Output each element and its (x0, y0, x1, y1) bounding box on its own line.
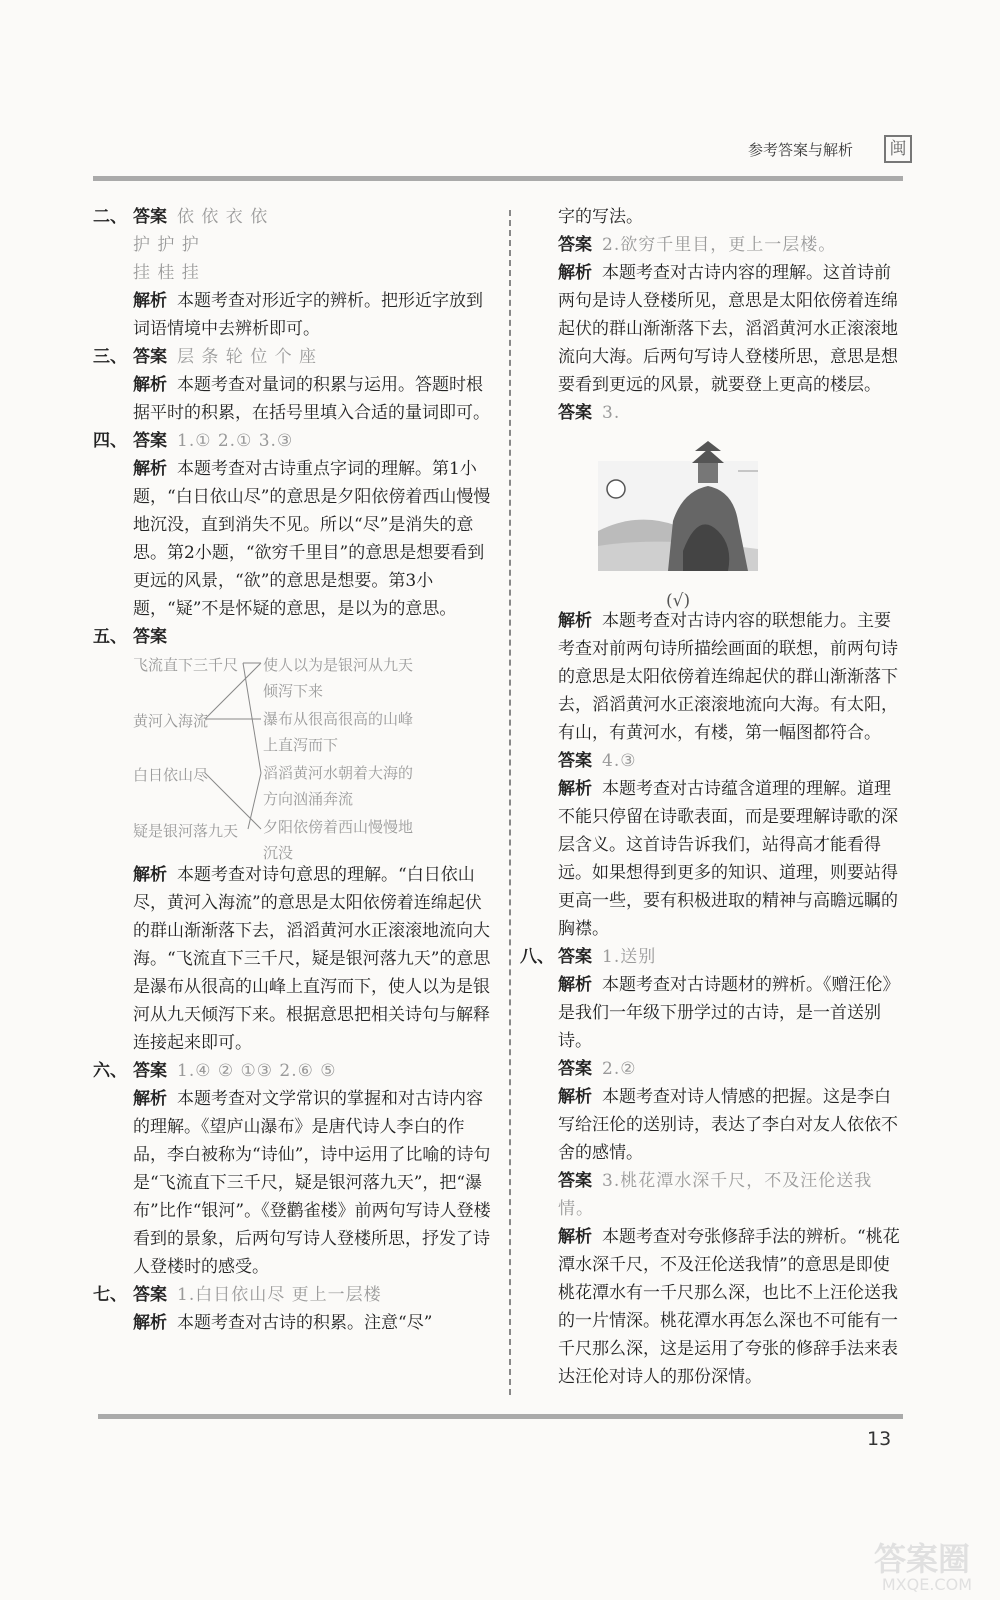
answer-text: 2.② (602, 1059, 637, 1079)
header-title: 参考答案与解析 (748, 141, 854, 159)
answer-text: 1.① 2.① 3.③ (177, 431, 294, 451)
answer-label: 答案 (558, 403, 592, 423)
answer-text: 4.③ (602, 751, 637, 771)
landscape-illustration (598, 431, 758, 611)
section-7 (93, 1281, 493, 1337)
watermark-url: MXQE.COM (881, 1575, 972, 1594)
section-5 (93, 623, 493, 1057)
analysis-text: 本题考查对古诗内容的联想能力。主要考查对前两句诗所描绘画面的联想，前两句诗的意思是太阳依傍着连绵起伏的群山渐渐落下去，滔滔黄河水正滚滚地流向大海。有太阳，有山，有黄河水，有楼，第一幅图都符合。 (558, 611, 898, 743)
analysis-label: 解析 (558, 263, 592, 283)
section-number: 八、 (520, 947, 554, 967)
answer-text: 护 护 护 (133, 235, 200, 255)
analysis-text: 本题考查对古诗重点字词的理解。第1小题，“白日依山尽”的意思是夕阳依傍着西山慢慢地沉没，直到消失不见。所以“尽”是消失的意思。第2小题，“欲穷千里目”的意思是想要看到更远的风景，“欲”的意思是想要。第3小题，“疑”不是怀疑的意思，是以为的意思。 (133, 459, 491, 619)
analysis-text: 本题考查对量词的积累与运用。答题时根据平时的积累，在括号里填入合适的量词即可。 (133, 375, 490, 423)
analysis-text: 本题考查对古诗内容的理解。这首诗前两句是诗人登楼所见，意思是太阳依傍着连绵起伏的群山渐渐落下去，滔滔黄河水正滚滚地流向大海。后两句写诗人登楼所思，意思是想要看到更远的风景，就要登上更高的楼层。 (558, 263, 898, 395)
match-right-item: 倾泻下来 (263, 682, 324, 700)
answer-label: 答案 (558, 751, 592, 771)
section-3 (93, 343, 493, 427)
answer-text: 1.④ ② ①③ 2.⑥ ⑤ (177, 1061, 337, 1081)
matching-answer (93, 651, 493, 861)
answer-label: 答案 (133, 627, 167, 647)
watermark-logo: 答案圈 (873, 1540, 970, 1578)
match-left-item: 疑是银河落九天 (133, 822, 239, 840)
column-divider (509, 210, 511, 1395)
answer-text: 2.欲穷千里目，更上一层楼。 (602, 235, 837, 255)
analysis-text: 本题考查对形近字的辨析。把形近字放到词语情境中去辨析即可。 (133, 291, 483, 339)
analysis-text: 本题考查对古诗的积累。注意“尽” (177, 1313, 433, 1333)
section-number: 五、 (93, 627, 127, 647)
analysis-label: 解析 (558, 779, 592, 799)
right-column (520, 203, 903, 1391)
section-4 (93, 427, 493, 623)
match-left-item: 飞流直下三千尺 (133, 656, 239, 674)
section-number: 七、 (93, 1285, 127, 1305)
answer-label: 答案 (133, 1285, 167, 1305)
analysis-text: 本题考查对古诗题材的辨析。《赠汪伦》是我们一年级下册学过的古诗，是一首送别诗。 (558, 975, 900, 1051)
section-number: 六、 (93, 1061, 127, 1081)
answer-label: 答案 (133, 207, 167, 227)
answer-label: 答案 (133, 347, 167, 367)
answer-label: 答案 (133, 431, 167, 451)
analysis-text: 本题考查对古诗蕴含道理的理解。道理不能只停留在诗歌表面，而是要理解诗歌的深层含义。这首诗告诉我们，站得高才能看得远。如果想得到更多的知识、道理，则要站得更高一些，要有积极进取的精神与高瞻远瞩的胸襟。 (558, 779, 898, 939)
answer-text: 1.白日依山尽 更上一层楼 (177, 1285, 382, 1305)
answer-label: 答案 (133, 1061, 167, 1081)
section-number: 三、 (93, 347, 127, 367)
analysis-label: 解析 (133, 1313, 167, 1333)
analysis-label: 解析 (558, 1227, 592, 1247)
section-number: 四、 (93, 431, 127, 451)
footer-rule (98, 1414, 903, 1419)
section-2 (93, 203, 493, 343)
answer-text: 层 条 轮 位 个 座 (177, 347, 318, 367)
section-6 (93, 1057, 493, 1281)
analysis-label: 解析 (558, 975, 592, 995)
match-right-item: 沉没 (263, 844, 294, 862)
answer-text: 3.桃花潭水深千尺，不及汪伦送我情。 (558, 1171, 873, 1219)
analysis-label: 解析 (558, 611, 592, 631)
sunset-mountain-tower-image (598, 431, 758, 581)
answer-label: 答案 (558, 1059, 592, 1079)
left-column (93, 203, 493, 1337)
match-right-item: 滔滔黄河水朝着大海的 (263, 764, 414, 782)
analysis-label: 解析 (133, 1089, 167, 1109)
header-rule (93, 176, 903, 181)
match-right-item: 方向汹涌奔流 (263, 790, 354, 808)
answer-label: 答案 (558, 1171, 592, 1191)
analysis-label: 解析 (558, 1087, 592, 1107)
continuation-text: 字的写法。 (558, 207, 643, 227)
analysis-text: 本题考查对文学常识的掌握和对古诗内容的理解。《望庐山瀑布》是唐代诗人李白的作品，李白被称为“诗仙”，诗中运用了比喻的诗句是“飞流直下三千尺，疑是银河落九天”，把“瀑布”比作“银河”。《登鹳雀楼》前两句写诗人登楼看到的景象，后两句写诗人登楼所思，抒发了诗人登楼时的感受。 (133, 1089, 491, 1277)
analysis-label: 解析 (133, 291, 167, 311)
match-right-item: 使人以为是银河从九天 (263, 656, 414, 674)
match-left-item: 黄河入海流 (133, 712, 209, 730)
match-right-item: 夕阳依傍着西山慢慢地 (263, 818, 414, 836)
match-right-item: 瀑布从很高很高的山峰 (263, 710, 414, 728)
answer-text: 1.送别 (602, 947, 657, 967)
analysis-label: 解析 (133, 375, 167, 395)
answer-label: 答案 (558, 947, 592, 967)
answer-text: 3. (602, 403, 621, 423)
header-badge: 闽 (884, 135, 912, 163)
answer-label: 答案 (558, 235, 592, 255)
analysis-text: 本题考查对诗人情感的把握。这是李白写给汪伦的送别诗，表达了李白对友人依依不舍的感情。 (558, 1087, 898, 1163)
section-8 (520, 943, 903, 1391)
section-number: 二、 (93, 207, 127, 227)
analysis-text: 本题考查对夸张修辞手法的辨析。“桃花潭水深千尺，不及汪伦送我情”的意思是即使桃花潭水有一千尺那么深，也比不上汪伦送我的一片情深。桃花潭水再怎么深也不可能有一千尺那么深，这是运用了夸张的修辞手法来表达汪伦对诗人的那份深情。 (558, 1227, 900, 1387)
match-left-item: 白日依山尽 (133, 766, 209, 784)
analysis-text: 本题考查对诗句意思的理解。“白日依山尽，黄河入海流”的意思是太阳依傍着连绵起伏的群山渐渐落下去，滔滔黄河水正滚滚地流向大海。“飞流直下三千尺，疑是银河落九天”的意思是瀑布从很高的山峰上直泻而下，使人以为是银河从九天倾泻下来。根据意思把相关诗句与解释连接起来即可。 (133, 865, 491, 1053)
analysis-label: 解析 (133, 865, 167, 885)
analysis-label: 解析 (133, 459, 167, 479)
checkmark-answer: (√) (666, 591, 691, 611)
match-right-item: 上直泻而下 (263, 736, 339, 754)
answer-text: 依 依 衣 依 (177, 207, 269, 227)
answer-text: 挂 桂 挂 (133, 263, 200, 283)
page-number: 13 (867, 1428, 892, 1450)
